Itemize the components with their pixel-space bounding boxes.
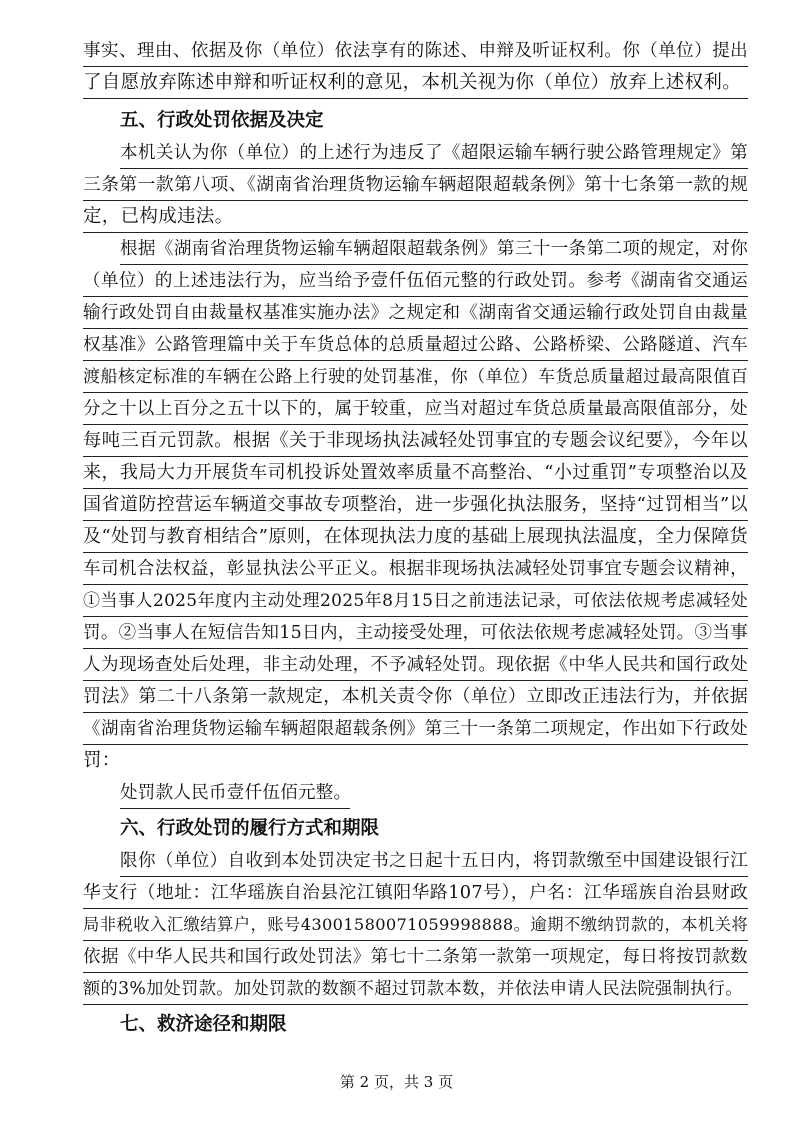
penalty-line: 处罚款人民币壹仟伍佰元整。 <box>120 778 350 809</box>
text-line: 及“处罚与教育相结合”原则，在体现执法力度的基础上展现执法温度，全力保障货 <box>83 522 748 553</box>
text-line: 《湖南省治理货物运输车辆超限超载条例》第三十一条第二项规定，作出如下行政处 <box>83 714 748 745</box>
text-line: 罚： <box>83 750 121 771</box>
text-line: 罚。②当事人在短信告知15日内，主动接受处理，可依法依规考虑减轻处罚。③当事 <box>83 618 748 649</box>
text-line: 定，已构成违法。 <box>83 202 748 233</box>
text-line: 本机关认为你（单位）的上述行为违反了《超限运输车辆行驶公路管理规定》第 <box>120 138 748 169</box>
text-line: 罚法》第二十八条第一款规定，本机关责令你（单位）立即改正违法行为，并依据 <box>83 682 748 713</box>
text-line: 人为现场查处后处理，非主动处理，不予减轻处罚。现依据《中华人民共和国行政处 <box>83 650 748 681</box>
text-line: 渡船核定标准的车辆在公路上行驶的处罚基准，你（单位）车货总质量超过最高限值百 <box>83 362 748 393</box>
text-line: 了自愿放弃陈述申辩和听证权利的意见，本机关视为你（单位）放弃上述权利。 <box>83 68 748 99</box>
text-line: 事实、理由、依据及你（单位）依法享有的陈述、申辩及听证权利。你（单位）提出 <box>83 36 748 67</box>
text-line: 依据《中华人民共和国行政处罚法》第七十二条第一款第一项规定，每日将按罚款数 <box>83 942 748 973</box>
text-line: 每吨三百元罚款。根据《关于非现场执法减轻处罚事宜的专题会议纪要》，今年以 <box>83 426 748 457</box>
text-line: 分之十以上百分之五十以下的，属于较重，应当对超过车货总质量最高限值部分，处 <box>83 394 748 425</box>
section-heading-6: 六、行政处罚的履行方式和期限 <box>120 818 380 839</box>
text-line: ①当事人2025年度内主动处理2025年8月15日之前违法记录，可依法依规考虑减轻处 <box>83 586 748 617</box>
text-line: 输行政处罚自由裁量权基准实施办法》之规定和《湖南省交通运输行政处罚自由裁量 <box>83 298 748 329</box>
text-line: 限你（单位）自收到本处罚决定书之日起十五日内，将罚款缴至中国建设银行江 <box>120 846 748 877</box>
text-line: 权基准》公路管理篇中关于车货总体的总质量超过公路、公路桥梁、公路隧道、汽车 <box>83 330 748 361</box>
text-line: 华支行（地址：江华瑶族自治县沱江镇阳华路107号），户名：江华瑶族自治县财政 <box>83 878 748 909</box>
text-line: 国省道防控营运车辆道交事故专项整治，进一步强化执法服务，坚持“过罚相当”以 <box>83 490 748 521</box>
page-number: 第 2 页，共 3 页 <box>339 1073 454 1091</box>
text-line: 局非税收入汇缴结算户，账号43001580071059998888。逾期不缴纳罚款的，本机关将 <box>83 910 748 941</box>
text-line: （单位）的上述违法行为，应当给予壹仟伍佰元整的行政处罚。参考《湖南省交通运 <box>83 266 748 297</box>
text-line: 车司机合法权益，彰显执法公平正义。根据非现场执法减轻处罚事宜专题会议精神， <box>83 554 748 585</box>
text-line: 额的3%加处罚款。加处罚款的数额不超过罚款本数，并依法申请人民法院强制执行。 <box>83 974 748 1005</box>
text-line: 根据《湖南省治理货物运输车辆超限超载条例》第三十一条第二项的规定，对你 <box>120 234 748 265</box>
section-heading-7: 七、救济途径和期限 <box>120 1014 287 1035</box>
section-heading-5: 五、行政处罚依据及决定 <box>120 110 324 131</box>
text-line: 三条第一款第八项、《湖南省治理货物运输车辆超限超载条例》第十七条第一款的规 <box>83 170 748 201</box>
text-line: 来，我局大力开展货车司机投诉处置效率质量不高整治、“小过重罚”专项整治以及 <box>83 458 748 489</box>
